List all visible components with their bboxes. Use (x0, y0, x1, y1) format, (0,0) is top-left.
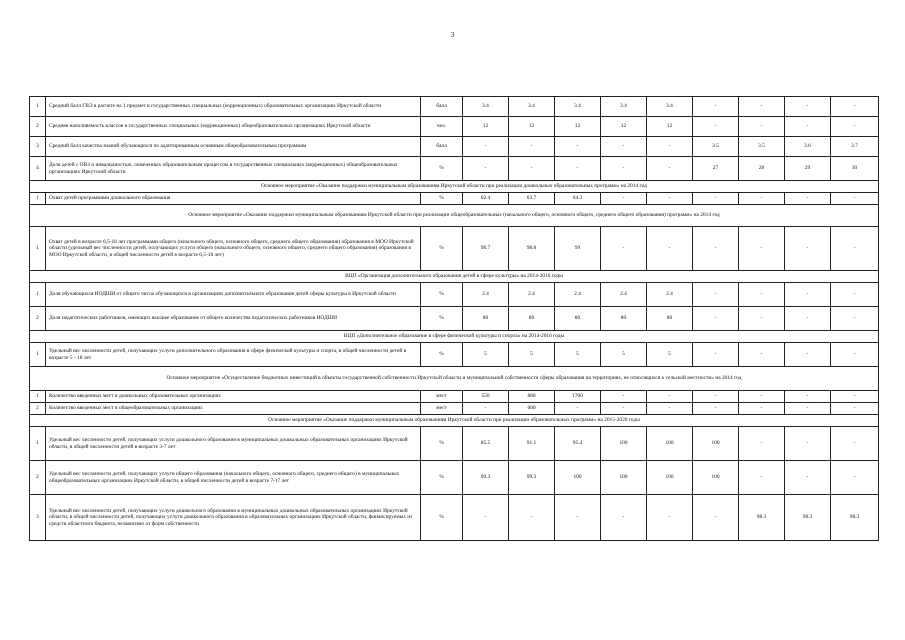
unit-cell: % (421, 495, 463, 541)
value-cell: - (601, 391, 647, 403)
row-number: 3 (30, 137, 46, 157)
row-number: 2 (30, 117, 46, 137)
value-cell: - (693, 391, 739, 403)
row-number: 4 (30, 157, 46, 181)
value-cell: - (647, 391, 693, 403)
value-cell: 63.7 (509, 193, 555, 205)
table-row (30, 283, 879, 307)
value-cell: - (601, 403, 647, 415)
value-cell: - (601, 495, 647, 541)
value-cell: 3.4 (647, 97, 693, 117)
value-cell: 91.1 (509, 427, 555, 461)
unit-cell: балл (421, 97, 463, 117)
value-cell: 100 (647, 461, 693, 495)
indicator-name: Удельный вес численности детей, получающих услуги дополнительного образования в сфере физической культуры и спорта, в общей численности детей в возрасте 5 - 18 лет (46, 343, 421, 367)
value-cell: - (463, 157, 509, 181)
section-title: Основное мероприятие «Осуществление бюджетных инвестиций в объекты государственной собственности Иркутской области и муниципальной собственности сферы образования на территориях, не относящихся к сельской местности» на 2014 год (30, 367, 879, 391)
section-header-row (30, 205, 879, 227)
value-cell: 12 (463, 117, 509, 137)
value-cell: - (785, 117, 831, 137)
section-header-row (30, 415, 879, 427)
unit-cell: % (421, 227, 463, 271)
value-cell: - (509, 137, 555, 157)
value-cell: 5 (509, 343, 555, 367)
indicator-name: Доля педагогических работников, имеющих высшее образование от общего количества педагогических работников ИОДШИ (46, 307, 421, 331)
section-title: Основное мероприятие «Оказание поддержки муниципальным образованиям Иркутской области при реализации дошкольных образовательных программ» на 2014 год (30, 181, 879, 193)
value-cell: - (693, 193, 739, 205)
indicator-name: Удельный вес численности детей, получающих услуги дошкольного образования в муниципальных дошкольных образовательных организациях Иркутской области, в общей численности детей, получающих услуги дошкольного образования в образовательных организациях Иркутской области, финансируемых из средств областного бюджета, независимо от форм собственности (46, 495, 421, 541)
row-number: 2 (30, 307, 46, 331)
value-cell: 1700 (555, 391, 601, 403)
value-cell: 62.4 (463, 193, 509, 205)
section-header-row (30, 271, 879, 283)
table-row (30, 307, 879, 331)
indicator-name: Доля детей с ОВЗ и инвалидностью, охваченных образовательным процессом в государственных специальных (коррекционных) общеобразовательных организациях Иркутской области (46, 157, 421, 181)
value-cell: - (693, 117, 739, 137)
value-cell: 98.8 (509, 227, 555, 271)
section-header-row (30, 331, 879, 343)
value-cell: - (647, 193, 693, 205)
section-title: ВЦП «Организация дополнительного образования детей в сфере культуры» на 2014-2016 годы (30, 271, 879, 283)
value-cell: - (785, 461, 831, 495)
value-cell: 12 (509, 117, 555, 137)
value-cell: 30 (831, 157, 879, 181)
unit-cell: чел. (421, 117, 463, 137)
value-cell: 85.5 (463, 427, 509, 461)
value-cell: 98.3 (831, 495, 879, 541)
value-cell: - (555, 403, 601, 415)
value-cell: 80 (463, 307, 509, 331)
value-cell: 100 (693, 427, 739, 461)
row-number: 3 (30, 495, 46, 541)
unit-cell: % (421, 307, 463, 331)
value-cell: - (693, 307, 739, 331)
indicator-name: Средняя наполняемость классов в государственных специальных (коррекционных) общеобразовательных организациях Иркутской области (46, 117, 421, 137)
value-cell: - (785, 391, 831, 403)
value-cell: - (463, 403, 509, 415)
value-cell: 3.5 (693, 137, 739, 157)
value-cell: - (739, 461, 785, 495)
indicator-name: Средний балл качества знаний обучающихся по адаптированным основным общеобразовательным программам (46, 137, 421, 157)
section-header-row (30, 181, 879, 193)
value-cell: - (739, 97, 785, 117)
value-cell: 3.4 (601, 97, 647, 117)
value-cell: 880 (509, 391, 555, 403)
value-cell: 99 (555, 227, 601, 271)
section-header-row (30, 367, 879, 391)
value-cell: - (831, 343, 879, 367)
value-cell: - (555, 157, 601, 181)
table-row (30, 97, 879, 117)
table-row (30, 193, 879, 205)
value-cell: 95.4 (555, 427, 601, 461)
value-cell: - (739, 283, 785, 307)
value-cell: 80 (647, 307, 693, 331)
indicator-name: Количество введенных мест в общеобразовательных организациях (46, 403, 421, 415)
value-cell: - (509, 157, 555, 181)
table-row (30, 427, 879, 461)
unit-cell: % (421, 343, 463, 367)
row-number: 1 (30, 391, 46, 403)
value-cell: - (785, 193, 831, 205)
value-cell: - (739, 403, 785, 415)
value-cell: - (831, 427, 879, 461)
value-cell: 2.4 (509, 283, 555, 307)
value-cell: - (739, 227, 785, 271)
value-cell: - (785, 427, 831, 461)
table-row (30, 157, 879, 181)
page-number: 3 (450, 31, 455, 39)
value-cell: 80 (555, 307, 601, 331)
table-row (30, 137, 879, 157)
value-cell: 3.6 (785, 137, 831, 157)
value-cell: - (647, 137, 693, 157)
value-cell: 5 (555, 343, 601, 367)
value-cell: - (739, 391, 785, 403)
value-cell: 99.3 (509, 461, 555, 495)
value-cell: - (693, 495, 739, 541)
value-cell: 100 (601, 427, 647, 461)
table-row (30, 343, 879, 367)
value-cell: 2.4 (647, 283, 693, 307)
value-cell: 98.7 (463, 227, 509, 271)
unit-cell: % (421, 427, 463, 461)
value-cell: - (739, 427, 785, 461)
value-cell: 3.4 (555, 97, 601, 117)
value-cell: 100 (647, 427, 693, 461)
indicator-name: Удельный вес численности детей, получающих услуги дошкольного образования в муниципальных дошкольных образовательных организациях Иркутской области, в общей численности детей в возрасте 3-7 лет (46, 427, 421, 461)
section-title: Основное мероприятие «Оказание поддержки муниципальным образованиям Иркутской области при реализации образовательных программ» на 2015-2020 годы (30, 415, 879, 427)
value-cell: - (601, 227, 647, 271)
value-cell: - (463, 495, 509, 541)
value-cell: 80 (601, 307, 647, 331)
indicators-table (29, 96, 879, 541)
value-cell: 5 (647, 343, 693, 367)
value-cell: 27 (693, 157, 739, 181)
value-cell: - (785, 283, 831, 307)
value-cell: 3.5 (739, 137, 785, 157)
unit-cell: % (421, 283, 463, 307)
unit-cell: % (421, 461, 463, 495)
value-cell: - (831, 97, 879, 117)
value-cell: - (739, 193, 785, 205)
value-cell: 3.4 (463, 97, 509, 117)
value-cell: 2.4 (601, 283, 647, 307)
value-cell: 2.4 (555, 283, 601, 307)
section-title: ВЦП «Дополнительное образование в сфере физической культуры и спорта» на 2014-2016 годы (30, 331, 879, 343)
value-cell: - (739, 117, 785, 137)
value-cell: - (463, 137, 509, 157)
indicator-name: Удельный вес численности детей, получающих услуги общего образования (начального общего, основного общего, среднего общего) в муниципальных общеобразовательных организациях Иркутской области, в общей численности детей в возрасте 7-17 лет (46, 461, 421, 495)
table-row (30, 391, 879, 403)
value-cell: 550 (463, 391, 509, 403)
value-cell: 3.4 (509, 97, 555, 117)
value-cell: - (555, 137, 601, 157)
value-cell: - (785, 227, 831, 271)
table-row (30, 403, 879, 415)
value-cell: - (739, 307, 785, 331)
row-number: 2 (30, 403, 46, 415)
value-cell: 12 (555, 117, 601, 137)
value-cell: - (601, 157, 647, 181)
value-cell: 98.3 (739, 495, 785, 541)
row-number: 1 (30, 343, 46, 367)
value-cell: - (785, 307, 831, 331)
table-row (30, 227, 879, 271)
value-cell: - (693, 403, 739, 415)
unit-cell: балл (421, 137, 463, 157)
value-cell: 29 (785, 157, 831, 181)
table-row (30, 461, 879, 495)
indicator-name: Средний балл ГВЭ в расчете на 1 предмет в государственных специальных (коррекционных) образовательных организациях Иркутской области (46, 97, 421, 117)
indicator-name: Доля обучающихся ИОДШИ от общего числа обучающихся в организациях дополнительного образования детей сферы культуры в Иркутской области (46, 283, 421, 307)
value-cell: 28 (739, 157, 785, 181)
value-cell: 80 (509, 307, 555, 331)
value-cell: - (693, 97, 739, 117)
value-cell: - (739, 343, 785, 367)
value-cell: 2.4 (463, 283, 509, 307)
value-cell: - (785, 343, 831, 367)
value-cell: 99.3 (463, 461, 509, 495)
value-cell: 100 (693, 461, 739, 495)
unit-cell: % (421, 157, 463, 181)
value-cell: - (647, 157, 693, 181)
row-number: 1 (30, 97, 46, 117)
value-cell: - (831, 193, 879, 205)
value-cell: - (785, 403, 831, 415)
row-number: 1 (30, 227, 46, 271)
value-cell: - (831, 227, 879, 271)
value-cell: 3.7 (831, 137, 879, 157)
value-cell: - (785, 97, 831, 117)
value-cell: - (693, 283, 739, 307)
value-cell: 64.3 (555, 193, 601, 205)
unit-cell: % (421, 193, 463, 205)
value-cell: 100 (555, 461, 601, 495)
unit-cell: мест (421, 403, 463, 415)
value-cell: - (831, 391, 879, 403)
value-cell: 600 (509, 403, 555, 415)
row-number: 1 (30, 427, 46, 461)
value-cell: - (555, 495, 601, 541)
row-number: 1 (30, 193, 46, 205)
value-cell: - (831, 403, 879, 415)
value-cell: - (509, 495, 555, 541)
indicator-name: Охват детей в возрасте 6,5-18 лет программами общего (начального общего, основного общего, среднего общего образования) образования в МОО Иркутской области (удельный вес численности детей, получающих услуги общего (начального общего, основного общего, среднего общего образования) образования в МОО Иркутской области, в общей численности детей в возрасте 6,5-18 лет) (46, 227, 421, 271)
indicator-name: Количество введенных мест в дошкольных образовательных организациях (46, 391, 421, 403)
indicator-name: Охват детей программами дошкольного образования (46, 193, 421, 205)
value-cell: - (647, 227, 693, 271)
row-number: 2 (30, 461, 46, 495)
value-cell: - (831, 283, 879, 307)
table-row (30, 495, 879, 541)
unit-cell: мест (421, 391, 463, 403)
row-number: 1 (30, 283, 46, 307)
value-cell: - (693, 343, 739, 367)
value-cell: - (693, 227, 739, 271)
value-cell: - (647, 495, 693, 541)
table-row (30, 117, 879, 137)
value-cell: 12 (601, 117, 647, 137)
value-cell: 98.3 (785, 495, 831, 541)
value-cell: - (831, 461, 879, 495)
value-cell: 5 (463, 343, 509, 367)
value-cell: - (647, 403, 693, 415)
value-cell: - (831, 117, 879, 137)
value-cell: 5 (601, 343, 647, 367)
value-cell: 12 (647, 117, 693, 137)
value-cell: - (601, 137, 647, 157)
value-cell: - (831, 307, 879, 331)
section-title: Основное мероприятие «Оказание поддержки муниципальным образованиям Иркутской области при реализации общеобразовательных (начального общего, основного общего, среднего общего образования) программ» на 2014 год (30, 205, 879, 227)
value-cell: - (601, 193, 647, 205)
value-cell: 100 (601, 461, 647, 495)
